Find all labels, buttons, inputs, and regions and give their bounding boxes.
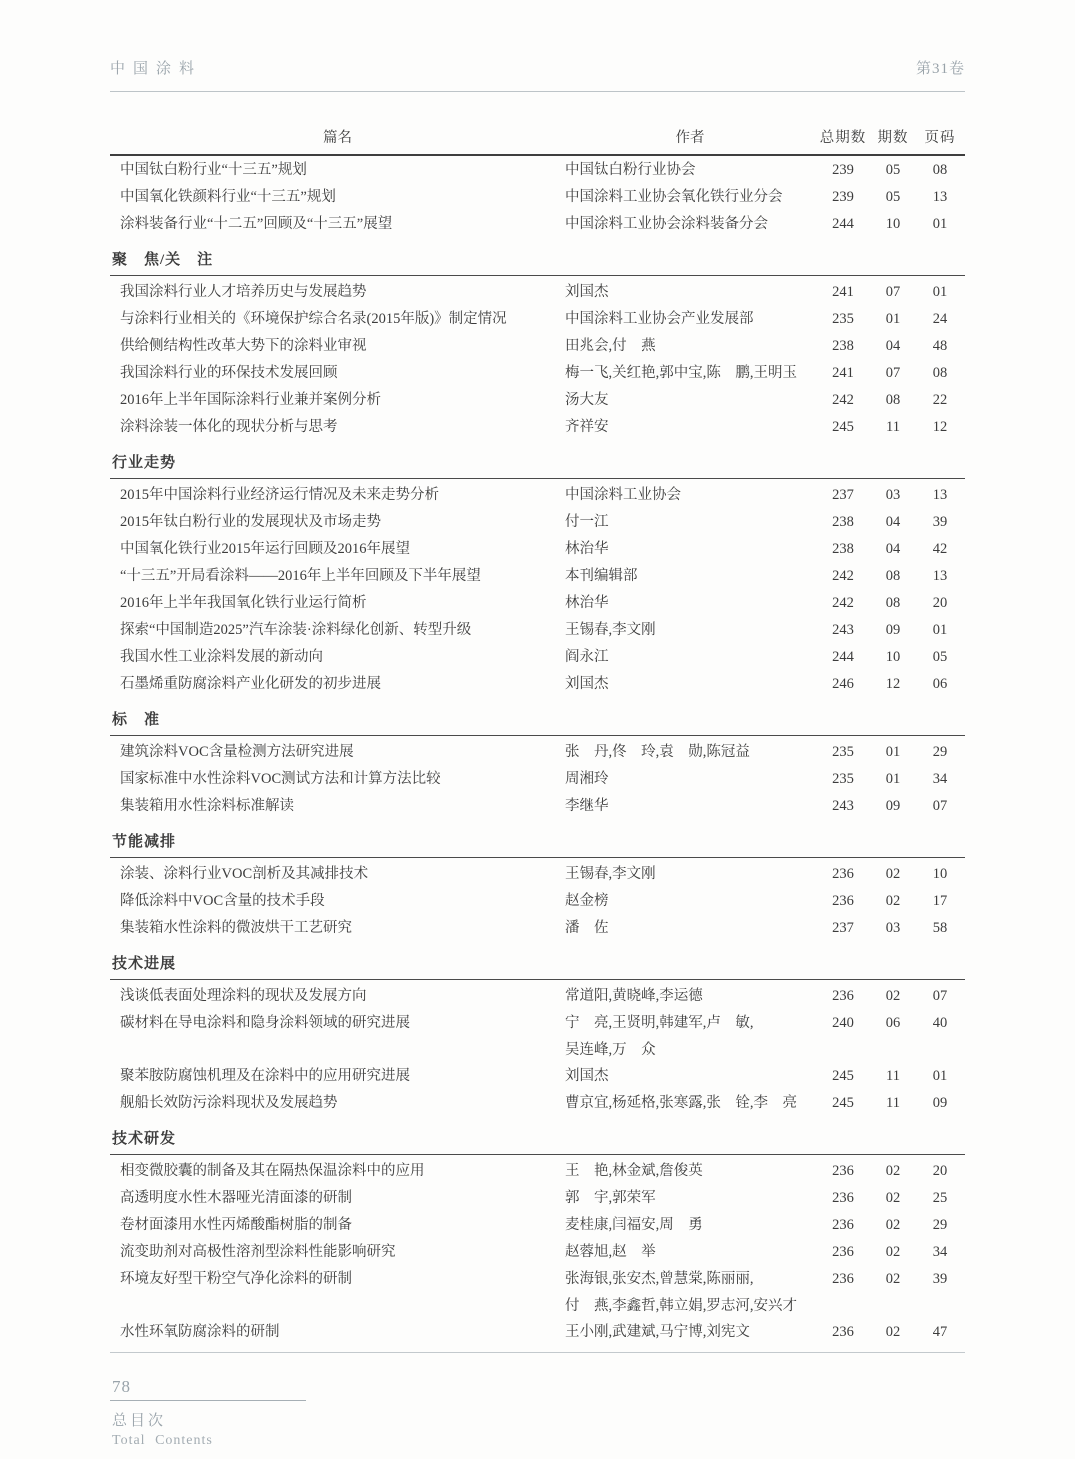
page-number: 47	[932, 1324, 948, 1340]
article-authors: 常道阳,黄晓峰,李运德	[565, 988, 703, 1004]
article-authors: 林治华	[565, 595, 609, 611]
total-issue-number: 241	[832, 284, 854, 300]
table-row	[110, 983, 965, 1010]
total-issue-number: 236	[832, 893, 854, 909]
issue-number: 12	[885, 676, 901, 692]
page-number: 01	[932, 284, 948, 300]
article-title: 涂装、涂料行业VOC剖析及其减排技术	[120, 866, 369, 882]
table-row	[110, 360, 965, 387]
article-authors: 中国涂料工业协会	[565, 487, 681, 503]
section-heading: 标 准	[112, 712, 161, 728]
article-title: 与涂料行业相关的《环境保护综合名录(2015年版)》制定情况	[120, 311, 507, 327]
total-issue-number: 235	[832, 744, 854, 760]
table-row	[110, 1212, 965, 1239]
table-row	[110, 915, 965, 942]
page-number: 01	[932, 1068, 948, 1084]
article-title: 高透明度水性木器哑光清面漆的研制	[120, 1190, 352, 1206]
section-heading: 聚 焦/关 注	[112, 252, 214, 268]
article-title: 相变微胶囊的制备及其在隔热保温涂料中的应用	[120, 1163, 425, 1179]
table-row	[110, 793, 965, 820]
total-issue-number: 242	[832, 392, 854, 408]
total-issue-number: 238	[832, 338, 854, 354]
article-title: 涂料装备行业“十二五”回顾及“十三五”展望	[120, 216, 393, 232]
article-title: 建筑涂料VOC含量检测方法研究进展	[120, 744, 354, 760]
article-authors: 张海银,张安杰,曾慧棠,陈丽丽, 付 燕,李鑫哲,韩立娟,罗志河,安兴才	[565, 1266, 815, 1319]
section-rows	[110, 156, 965, 238]
total-issue-number: 242	[832, 595, 854, 611]
issue-number: 02	[885, 1271, 901, 1287]
page-number: 42	[932, 541, 948, 557]
table-row	[110, 306, 965, 333]
total-issue-number: 236	[832, 1324, 854, 1340]
page-number: 12	[932, 419, 948, 435]
page-number: 25	[932, 1190, 948, 1206]
total-issue-number: 245	[832, 419, 854, 435]
article-title: 中国氧化铁行业2015年运行回顾及2016年展望	[120, 541, 410, 557]
column-header-row	[110, 128, 965, 156]
article-authors: 郭 宇,郭荣军	[565, 1190, 656, 1206]
page-number: 06	[932, 676, 948, 692]
section-heading: 技术研发	[112, 1131, 177, 1147]
page-number: 09	[932, 1095, 948, 1111]
footer-section-label-en: Total Contents	[112, 1433, 213, 1448]
article-authors: 中国涂料工业协会产业发展部	[565, 311, 754, 327]
issue-number: 08	[885, 568, 901, 584]
article-title: 卷材面漆用水性丙烯酸酯树脂的制备	[120, 1217, 352, 1233]
article-authors: 王 艳,林金斌,詹俊英	[565, 1163, 703, 1179]
section-heading: 行业走势	[112, 455, 177, 471]
article-authors: 王锡春,李文刚	[565, 622, 656, 638]
table-row	[110, 482, 965, 509]
toc-table	[110, 128, 965, 1353]
section-rows	[110, 1154, 965, 1346]
article-authors: 周湘玲	[565, 771, 609, 787]
issue-number: 08	[885, 595, 901, 611]
col-header-title: 篇名	[323, 130, 352, 146]
page-number: 07	[932, 988, 948, 1004]
table-bottom-rule	[110, 1352, 965, 1353]
table-row	[110, 184, 965, 211]
toc-sections	[110, 156, 965, 1346]
issue-number: 01	[885, 744, 901, 760]
issue-number: 06	[885, 1015, 901, 1031]
page-number: 22	[932, 392, 948, 408]
table-row	[110, 1158, 965, 1185]
article-authors: 梅一飞,关红艳,郭中宝,陈 鹏,王明玉	[565, 365, 797, 381]
section-rows	[110, 275, 965, 441]
table-row	[110, 414, 965, 441]
section-heading: 技术进展	[112, 956, 177, 972]
article-title: 聚苯胺防腐蚀机理及在涂料中的应用研究进展	[120, 1068, 410, 1084]
article-title: “十三五”开局看涂料——2016年上半年回顾及下半年展望	[120, 568, 481, 584]
footer-section-label-cn: 总目次	[112, 1413, 167, 1429]
page-number: 17	[932, 893, 948, 909]
issue-number: 09	[885, 798, 901, 814]
page-number: 34	[932, 771, 948, 787]
total-issue-number: 236	[832, 988, 854, 1004]
page-number: 24	[932, 311, 948, 327]
journal-title: 中国涂料	[110, 61, 203, 77]
article-title: 2015年中国涂料行业经济运行情况及未来走势分析	[120, 487, 439, 503]
table-row	[110, 888, 965, 915]
article-authors: 刘国杰	[565, 284, 609, 300]
table-row	[110, 644, 965, 671]
article-authors: 刘国杰	[565, 676, 609, 692]
toc-section	[110, 1129, 965, 1346]
section-heading: 节能减排	[112, 834, 177, 850]
total-issue-number: 244	[832, 216, 854, 232]
total-issue-number: 236	[832, 1190, 854, 1206]
article-title: 集装箱用水性涂料标准解读	[120, 798, 294, 814]
table-row	[110, 1319, 965, 1346]
article-title: 流变助剂对高极性溶剂型涂料性能影响研究	[120, 1244, 396, 1260]
total-issue-number: 236	[832, 1163, 854, 1179]
issue-number: 02	[885, 893, 901, 909]
col-header-issue: 期数	[877, 130, 909, 146]
total-issue-number: 236	[832, 866, 854, 882]
issue-number: 11	[886, 1068, 900, 1084]
article-authors: 林治华	[565, 541, 609, 557]
page-number: 48	[932, 338, 948, 354]
total-issue-number: 242	[832, 568, 854, 584]
article-title: 我国涂料行业人才培养历史与发展趋势	[120, 284, 367, 300]
total-issue-number: 245	[832, 1095, 854, 1111]
table-row	[110, 590, 965, 617]
issue-number: 05	[885, 189, 901, 205]
total-issue-number: 246	[832, 676, 854, 692]
issue-number: 02	[885, 1324, 901, 1340]
article-authors: 田兆会,付 燕	[565, 338, 656, 354]
table-row	[110, 1063, 965, 1090]
table-row	[110, 211, 965, 238]
total-issue-number: 235	[832, 311, 854, 327]
page-number: 01	[932, 622, 948, 638]
col-header-total-issue: 总期数	[819, 130, 867, 146]
article-title: 环境友好型干粉空气净化涂料的研制	[120, 1271, 352, 1287]
total-issue-number: 236	[832, 1244, 854, 1260]
page-number: 05	[932, 649, 948, 665]
issue-number: 04	[885, 514, 901, 530]
article-authors: 刘国杰	[565, 1068, 609, 1084]
page-number: 13	[932, 189, 948, 205]
article-authors: 阎永江	[565, 649, 609, 665]
article-authors: 赵金榜	[565, 893, 609, 909]
article-title: 我国涂料行业的环保技术发展回顾	[120, 365, 338, 381]
issue-number: 05	[885, 162, 901, 178]
issue-number: 02	[885, 988, 901, 1004]
toc-section	[110, 453, 965, 698]
table-row	[110, 333, 965, 360]
issue-number: 03	[885, 487, 901, 503]
page-footer	[110, 1377, 965, 1449]
issue-number: 04	[885, 338, 901, 354]
section-rows	[110, 478, 965, 698]
total-issue-number: 243	[832, 798, 854, 814]
article-authors: 曹京宜,杨延格,张寒露,张 铨,李 亮	[565, 1095, 797, 1111]
footer-page-number: 78	[112, 1377, 131, 1396]
article-title: 舰船长效防污涂料现状及发展趋势	[120, 1095, 338, 1111]
article-title: 2015年钛白粉行业的发展现状及市场走势	[120, 514, 381, 530]
article-authors: 王锡春,李文刚	[565, 866, 656, 882]
toc-section	[110, 156, 965, 238]
page-number: 20	[932, 595, 948, 611]
table-row	[110, 563, 965, 590]
table-row	[110, 1185, 965, 1212]
issue-number: 01	[885, 311, 901, 327]
page-number: 39	[932, 514, 948, 530]
total-issue-number: 237	[832, 487, 854, 503]
page-number: 13	[932, 568, 948, 584]
issue-number: 10	[885, 216, 901, 232]
article-title: 国家标准中水性涂料VOC测试方法和计算方法比较	[120, 771, 441, 787]
page-number: 29	[932, 1217, 948, 1233]
total-issue-number: 239	[832, 162, 854, 178]
article-authors: 齐祥安	[565, 419, 609, 435]
page-number: 07	[932, 798, 948, 814]
article-authors: 张 丹,佟 玲,袁 勋,陈冠益	[565, 744, 750, 760]
section-rows	[110, 735, 965, 820]
issue-number: 07	[885, 284, 901, 300]
table-row	[110, 739, 965, 766]
page-number: 08	[932, 365, 948, 381]
issue-number: 04	[885, 541, 901, 557]
table-row	[110, 617, 965, 644]
section-rows	[110, 979, 965, 1117]
table-row	[110, 1239, 965, 1266]
col-header-page: 页码	[924, 130, 956, 146]
toc-section	[110, 832, 965, 942]
page-number: 39	[932, 1271, 948, 1287]
total-issue-number: 241	[832, 365, 854, 381]
article-title: 2016年上半年国际涂料行业兼并案例分析	[120, 392, 381, 408]
article-authors: 中国钛白粉行业协会	[565, 162, 696, 178]
article-authors: 中国涂料工业协会氧化铁行业分会	[565, 189, 783, 205]
toc-section	[110, 250, 965, 441]
total-issue-number: 240	[832, 1015, 854, 1031]
article-authors: 本刊编辑部	[565, 568, 638, 584]
article-title: 2016年上半年我国氧化铁行业运行简析	[120, 595, 367, 611]
page-number: 01	[932, 216, 948, 232]
issue-number: 02	[885, 1190, 901, 1206]
total-issue-number: 244	[832, 649, 854, 665]
article-title: 石墨烯重防腐涂料产业化研发的初步进展	[120, 676, 381, 692]
page-number: 13	[932, 487, 948, 503]
article-authors: 中国涂料工业协会涂料装备分会	[565, 216, 768, 232]
article-title: 浅谈低表面处理涂料的现状及发展方向	[120, 988, 367, 1004]
article-title: 涂料涂装一体化的现状分析与思考	[120, 419, 338, 435]
page-number: 08	[932, 162, 948, 178]
total-issue-number: 245	[832, 1068, 854, 1084]
article-title: 我国水性工业涂料发展的新动向	[120, 649, 323, 665]
issue-number: 02	[885, 866, 901, 882]
issue-number: 10	[885, 649, 901, 665]
article-title: 碳材料在导电涂料和隐身涂料领域的研究进展	[120, 1015, 410, 1031]
issue-number: 11	[886, 419, 900, 435]
total-issue-number: 243	[832, 622, 854, 638]
table-row	[110, 1010, 965, 1063]
article-authors-line2: 吴连峰,万 众	[565, 1042, 656, 1058]
col-header-author: 作者	[675, 130, 705, 146]
article-authors: 麦桂康,闫福安,周 勇	[565, 1217, 703, 1233]
page-number: 40	[932, 1015, 948, 1031]
page-number: 20	[932, 1163, 948, 1179]
toc-section	[110, 710, 965, 820]
table-row	[110, 157, 965, 184]
table-row	[110, 509, 965, 536]
article-authors: 王小刚,武建斌,马宁博,刘宪文	[565, 1324, 750, 1340]
page-number: 58	[932, 920, 948, 936]
article-authors-line2: 付 燕,李鑫哲,韩立娟,罗志河,安兴才	[565, 1298, 797, 1314]
toc-section	[110, 954, 965, 1117]
article-title: 中国钛白粉行业“十三五”规划	[120, 162, 307, 178]
page-number: 29	[932, 744, 948, 760]
article-authors: 付一江	[565, 514, 609, 530]
table-row	[110, 766, 965, 793]
issue-number: 11	[886, 1095, 900, 1111]
article-title: 集装箱水性涂料的微波烘干工艺研究	[120, 920, 352, 936]
table-row	[110, 1266, 965, 1319]
article-title: 水性环氧防腐涂料的研制	[120, 1324, 280, 1340]
issue-number: 02	[885, 1163, 901, 1179]
article-authors: 赵蓉旭,赵 举	[565, 1244, 656, 1260]
table-row	[110, 1090, 965, 1117]
issue-number: 08	[885, 392, 901, 408]
table-row	[110, 536, 965, 563]
total-issue-number: 238	[832, 541, 854, 557]
total-issue-number: 239	[832, 189, 854, 205]
issue-number: 09	[885, 622, 901, 638]
issue-number: 02	[885, 1244, 901, 1260]
issue-number: 02	[885, 1217, 901, 1233]
article-authors: 宁 亮,王贤明,韩建军,卢 敏, 吴连峰,万 众	[565, 1010, 815, 1063]
total-issue-number: 237	[832, 920, 854, 936]
page-header	[110, 57, 965, 92]
volume-label: 第31卷	[915, 61, 965, 77]
issue-number: 03	[885, 920, 901, 936]
table-row	[110, 671, 965, 698]
total-issue-number: 238	[832, 514, 854, 530]
issue-number: 01	[885, 771, 901, 787]
article-authors: 潘 佐	[565, 920, 609, 936]
section-rows	[110, 857, 965, 942]
total-issue-number: 236	[832, 1217, 854, 1233]
table-row	[110, 279, 965, 306]
article-authors: 汤大友	[565, 392, 609, 408]
article-authors: 李继华	[565, 798, 609, 814]
article-title: 中国氧化铁颜料行业“十三五”规划	[120, 189, 336, 205]
table-row	[110, 387, 965, 414]
total-issue-number: 236	[832, 1271, 854, 1287]
article-title: 探索“中国制造2025”汽车涂装·涂料绿化创新、转型升级	[120, 622, 472, 638]
page-number: 34	[932, 1244, 948, 1260]
page-number: 10	[932, 866, 948, 882]
article-title: 供给侧结构性改革大势下的涂料业审视	[120, 338, 367, 354]
issue-number: 07	[885, 365, 901, 381]
article-title: 降低涂料中VOC含量的技术手段	[120, 893, 325, 909]
footer-rule	[110, 1400, 306, 1401]
table-row	[110, 861, 965, 888]
total-issue-number: 235	[832, 771, 854, 787]
